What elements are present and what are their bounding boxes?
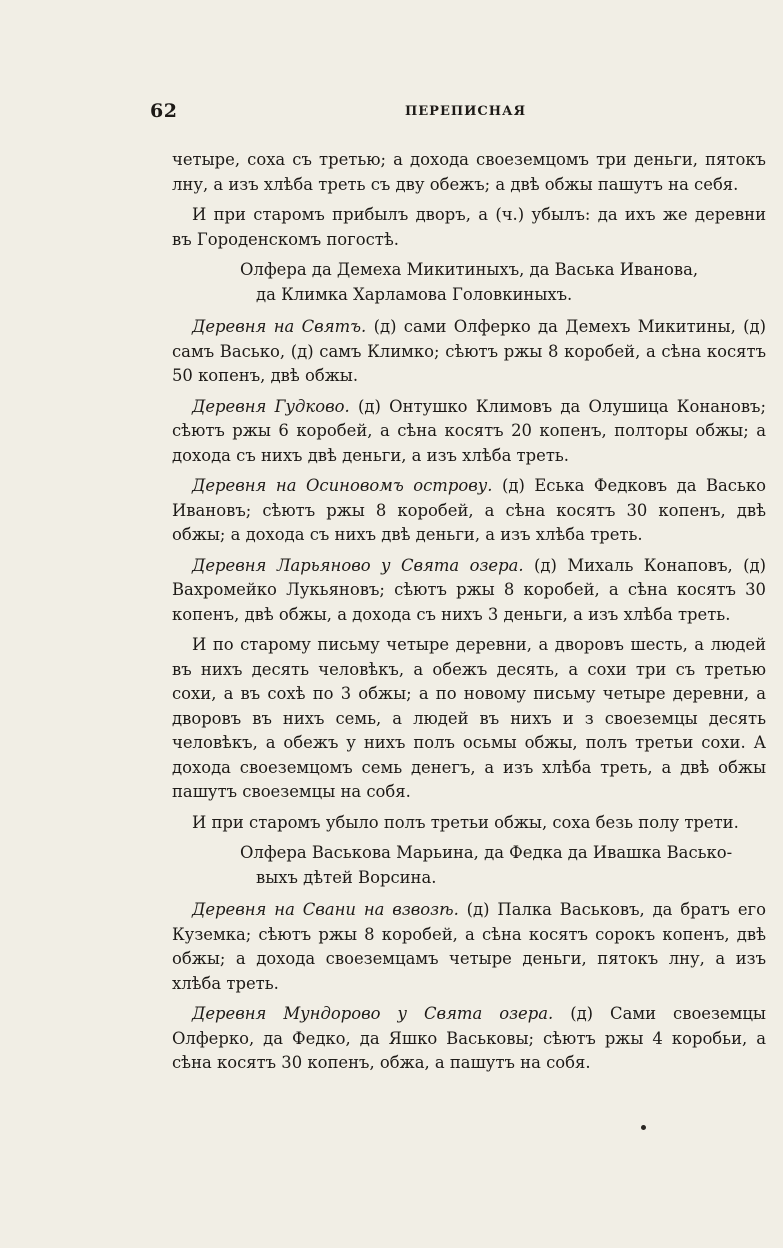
village-entry-gudkovo — [172, 395, 766, 469]
page-body — [172, 148, 766, 1082]
entry-text: (д) сами Олферко да Демехъ Микитины, (д) самъ Васько, (д) самъ Климко; сѣютъ ржы 8 коробей, а сѣна косятъ 50 копенъ, двѣ обжы. — [172, 317, 766, 385]
owners-heading-line: выхъ дѣтей Ворсина. — [256, 867, 437, 887]
village-name: Деревня Гудково. — [192, 396, 350, 416]
village-name: Деревня Ларьяново у Свята озера. — [192, 555, 524, 575]
paragraph-summary — [172, 633, 766, 805]
owners-heading-line: Олфера Васькова Марьина, да Федка да Ивашка Васько- — [240, 843, 733, 862]
paragraph-1 — [172, 148, 766, 197]
village-entry-laryanovo — [172, 554, 766, 628]
entry-text: (д) Еська Федковъ да Васько Ивановъ; сѣютъ ржы 8 коробей, а сѣна косятъ 30 копенъ, двѣ обжы; а дохода съ нихъ двѣ деньги, а изъ хлѣба треть. — [172, 476, 766, 544]
entry-text: (д) Сами своеземцы Олферко, да Федко, да Яшко Васьковы; сѣютъ ржы 4 коробьи, а сѣна косятъ 30 копенъ, обжа, а пашутъ на собя. — [172, 1004, 766, 1072]
village-entry-svyat — [172, 315, 766, 389]
page-header — [150, 100, 770, 124]
entry-text: (д) Онтушко Климовъ да Олушица Конановъ; сѣютъ ржы 6 коробей, а сѣна косятъ 20 копенъ, полторы обжы; а дохода съ нихъ двѣ деньги, а изъ хлѣба треть. — [172, 396, 766, 465]
paragraph-text: И при старомъ убыло полъ третьи обжы, соха безь полу трети. — [192, 812, 739, 832]
paragraph-text: И при старомъ прибылъ дворъ, а (ч.) убылъ: да ихъ же деревни въ Городенскомъ погостѣ. — [172, 205, 766, 249]
paragraph-losses — [172, 811, 766, 836]
village-entry-mundorovo — [172, 1002, 766, 1076]
paragraph-2 — [172, 203, 766, 252]
village-name: Деревня на Осиновомъ острову. — [192, 476, 493, 495]
paragraph-text: четыре, соха съ третью; а дохода своеземцомъ три деньги, пятокъ лну, а изъ хлѣба треть съ дву обежъ; а двѣ обжы пашутъ на себя. — [172, 150, 766, 194]
village-entry-osinovyi — [172, 474, 766, 548]
page-number: 62 — [150, 100, 178, 122]
paragraph-text: И по старому письму четыре деревни, а дворовъ шесть, а людей въ нихъ десять человѣкъ, а обежъ десять, а сохи три съ третью сохи, а въ сохѣ по 3 обжы; а по новому письму четыре деревни, а дворовъ въ нихъ семь, а людей въ нихъ и з своеземцы десять человѣкъ, а обежъ у нихъ полъ осьмы обжы, полъ третьи сохи. А дохода своеземцомъ семь денегъ, а изъ хлѣба треть, а двѣ обжы пашутъ своеземцы на собя. — [172, 635, 766, 801]
ink-speck-decoration — [641, 1125, 646, 1130]
village-name: Деревня на Святъ. — [192, 317, 367, 336]
running-title: ПЕРЕПИСНАЯ — [405, 104, 527, 119]
village-name: Деревня на Свани на взвозѣ. — [192, 900, 459, 919]
owners-heading-line: Олфера да Демеха Микитиныхъ, да Васька Иванова, — [240, 260, 699, 279]
village-name: Деревня Мундорово у Свята озера. — [192, 1004, 554, 1023]
owners-heading-line: да Климка Харламова Головкиныхъ. — [256, 284, 573, 304]
entry-text: (д) Палка Васьковъ, да братъ его Куземка; сѣютъ ржы 8 коробей, а сѣна косятъ сорокъ копенъ, двѣ обжы; а дохода своеземцамъ четыре деньги, пятокъ лну, а изъ хлѣба треть. — [172, 900, 766, 993]
entry-text: (д) Михаль Конаповъ, (д) Вахромейко Лукьяновъ; сѣютъ ржы 8 коробей, а сѣна косятъ 30 копенъ, двѣ обжы, а дохода съ нихъ 3 деньги, а изъ хлѣба треть. — [172, 555, 766, 624]
village-entry-svani — [172, 898, 766, 996]
owners-heading-1 — [172, 258, 766, 307]
owners-heading-2 — [172, 841, 766, 890]
